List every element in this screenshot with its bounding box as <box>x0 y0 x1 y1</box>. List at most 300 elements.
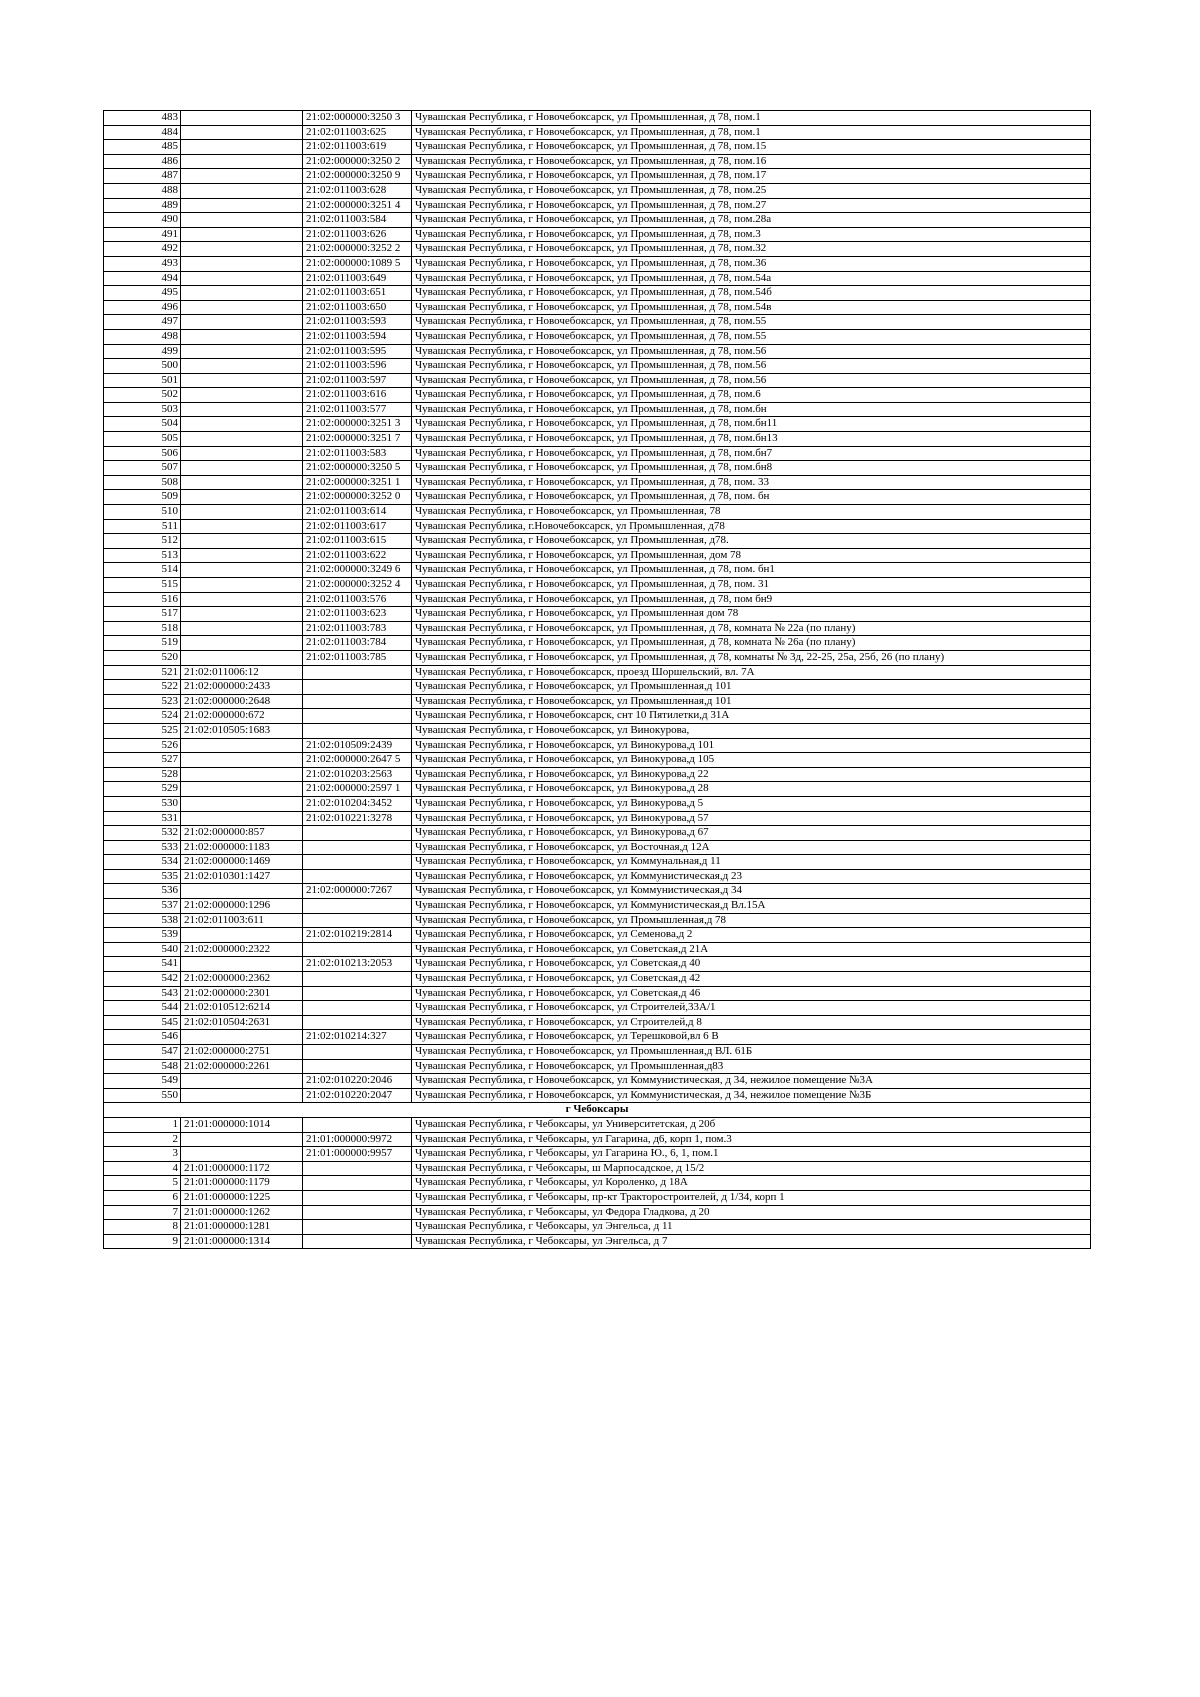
row-number-cell: 509 <box>104 490 181 505</box>
land-cadastral-cell <box>181 111 303 126</box>
table-row <box>104 359 1091 374</box>
land-cadastral-cell: 21:02:000000:2648 <box>181 694 303 709</box>
building-cadastral-cell <box>303 1059 412 1074</box>
table-row <box>104 738 1091 753</box>
building-cadastral-cell <box>303 665 412 680</box>
building-cadastral-cell: 21:02:011003:577 <box>303 402 412 417</box>
address-cell: Чувашская Республика, г Новочебоксарск, ул Промышленная, д 78, комната № 26а (по плану) <box>412 636 1091 651</box>
row-number-cell: 535 <box>104 869 181 884</box>
table-row <box>104 1074 1091 1089</box>
building-cadastral-cell <box>303 942 412 957</box>
table-row <box>104 811 1091 826</box>
row-number-cell: 527 <box>104 753 181 768</box>
row-number-cell: 513 <box>104 548 181 563</box>
land-cadastral-cell <box>181 154 303 169</box>
address-cell: Чувашская Республика, г Новочебоксарск, ул Промышленная, д 78, комната № 22а (по плану) <box>412 621 1091 636</box>
building-cadastral-cell <box>303 709 412 724</box>
row-number-cell: 488 <box>104 183 181 198</box>
address-cell: Чувашская Республика, г Новочебоксарск, ул Промышленная, д 78, пом.1 <box>412 111 1091 126</box>
address-cell: Чувашская Республика, г Новочебоксарск, ул Промышленная, 78 <box>412 505 1091 520</box>
table-row <box>104 753 1091 768</box>
land-cadastral-cell <box>181 417 303 432</box>
table-row <box>104 402 1091 417</box>
land-cadastral-cell: 21:02:010512:6214 <box>181 1001 303 1016</box>
building-cadastral-cell: 21:02:010204:3452 <box>303 796 412 811</box>
table-row <box>104 315 1091 330</box>
table-row <box>104 461 1091 476</box>
building-cadastral-cell <box>303 986 412 1001</box>
land-cadastral-cell <box>181 344 303 359</box>
row-number-cell: 550 <box>104 1088 181 1103</box>
building-cadastral-cell: 21:02:011003:619 <box>303 140 412 155</box>
row-number-cell: 529 <box>104 782 181 797</box>
table-row <box>104 607 1091 622</box>
table-row <box>104 1176 1091 1191</box>
building-cadastral-cell: 21:02:000000:3251 1 <box>303 475 412 490</box>
row-number-cell: 521 <box>104 665 181 680</box>
table-row <box>104 826 1091 841</box>
land-cadastral-cell: 21:02:000000:1469 <box>181 855 303 870</box>
land-cadastral-cell: 21:01:000000:1179 <box>181 1176 303 1191</box>
address-cell: Чувашская Республика, г Новочебоксарск, ул Винокурова,д 105 <box>412 753 1091 768</box>
land-cadastral-cell <box>181 183 303 198</box>
building-cadastral-cell: 21:02:010509:2439 <box>303 738 412 753</box>
row-number-cell: 534 <box>104 855 181 870</box>
building-cadastral-cell: 21:02:010220:2047 <box>303 1088 412 1103</box>
address-cell: Чувашская Республика, г Новочебоксарск, ул Промышленная, д78. <box>412 534 1091 549</box>
address-cell: Чувашская Республика, г Новочебоксарск, проезд Шоршельский, вл. 7А <box>412 665 1091 680</box>
land-cadastral-cell <box>181 359 303 374</box>
building-cadastral-cell: 21:02:011003:628 <box>303 183 412 198</box>
land-cadastral-cell <box>181 1088 303 1103</box>
table-row <box>104 271 1091 286</box>
land-cadastral-cell <box>181 1074 303 1089</box>
building-cadastral-cell <box>303 855 412 870</box>
building-cadastral-cell: 21:02:000000:3252 2 <box>303 242 412 257</box>
building-cadastral-cell <box>303 680 412 695</box>
building-cadastral-cell: 21:02:010203:2563 <box>303 767 412 782</box>
building-cadastral-cell: 21:02:011003:576 <box>303 592 412 607</box>
table-row <box>104 972 1091 987</box>
land-cadastral-cell <box>181 650 303 665</box>
row-number-cell: 490 <box>104 213 181 228</box>
building-cadastral-cell <box>303 1117 412 1132</box>
address-cell: Чувашская Республика, г Новочебоксарск, ул Промышленная, д 78, комнаты № 3д, 22-25, 25а, 25б, 26 (по плану) <box>412 650 1091 665</box>
address-cell: Чувашская Республика, г Новочебоксарск, ул Промышленная, д 78, пом.32 <box>412 242 1091 257</box>
address-cell: Чувашская Республика, г Новочебоксарск, ул Промышленная, д 78, пом.16 <box>412 154 1091 169</box>
land-cadastral-cell <box>181 213 303 228</box>
address-cell: Чувашская Республика, г Новочебоксарск, ул Коммунистическая,д Вл.15А <box>412 899 1091 914</box>
land-cadastral-cell <box>181 548 303 563</box>
land-cadastral-cell <box>181 519 303 534</box>
row-number-cell: 8 <box>104 1220 181 1235</box>
building-cadastral-cell: 21:02:000000:3251 7 <box>303 432 412 447</box>
table-row <box>104 183 1091 198</box>
row-number-cell: 541 <box>104 957 181 972</box>
building-cadastral-cell <box>303 1001 412 1016</box>
address-cell: Чувашская Республика, г Новочебоксарск, ул Промышленная, д 78, пом.1 <box>412 125 1091 140</box>
address-cell: Чувашская Республика, г Чебоксары, пр-кт Тракторостроителей, д 1/34, корп 1 <box>412 1190 1091 1205</box>
row-number-cell: 4 <box>104 1161 181 1176</box>
building-cadastral-cell <box>303 1015 412 1030</box>
building-cadastral-cell <box>303 913 412 928</box>
land-cadastral-cell <box>181 636 303 651</box>
table-row <box>104 986 1091 1001</box>
address-cell: Чувашская Республика, г Новочебоксарск, ул Советская,д 40 <box>412 957 1091 972</box>
land-cadastral-cell <box>181 928 303 943</box>
address-cell: Чувашская Республика, г Новочебоксарск, ул Коммунистическая,д 23 <box>412 869 1091 884</box>
building-cadastral-cell: 21:02:011003:616 <box>303 388 412 403</box>
land-cadastral-cell: 21:01:000000:1281 <box>181 1220 303 1235</box>
row-number-cell: 531 <box>104 811 181 826</box>
table-row <box>104 1161 1091 1176</box>
address-cell: Чувашская Республика, г Новочебоксарск, ул Промышленная, д 78, пом. бн1 <box>412 563 1091 578</box>
property-table <box>103 110 1091 1249</box>
land-cadastral-cell <box>181 505 303 520</box>
table-row <box>104 592 1091 607</box>
land-cadastral-cell: 21:02:011006:12 <box>181 665 303 680</box>
building-cadastral-cell: 21:02:000000:3252 4 <box>303 578 412 593</box>
address-cell: Чувашская Республика, г Новочебоксарск, ул Промышленная, д 78, пом. бн <box>412 490 1091 505</box>
row-number-cell: 525 <box>104 723 181 738</box>
building-cadastral-cell: 21:02:000000:3251 4 <box>303 198 412 213</box>
address-cell: Чувашская Республика, г Новочебоксарск, ул Коммунистическая,д 34 <box>412 884 1091 899</box>
building-cadastral-cell: 21:02:011003:615 <box>303 534 412 549</box>
table-row <box>104 475 1091 490</box>
building-cadastral-cell: 21:02:000000:3250 3 <box>303 111 412 126</box>
table-row <box>104 1088 1091 1103</box>
table-row <box>104 884 1091 899</box>
table-row <box>104 665 1091 680</box>
row-number-cell: 506 <box>104 446 181 461</box>
address-cell: Чувашская Республика, г Новочебоксарск, ул Промышленная, д 78, пом.56 <box>412 359 1091 374</box>
table-row <box>104 432 1091 447</box>
land-cadastral-cell <box>181 286 303 301</box>
building-cadastral-cell: 21:02:000000:3249 6 <box>303 563 412 578</box>
row-number-cell: 519 <box>104 636 181 651</box>
address-cell: Чувашская Республика, г Новочебоксарск, ул Винокурова,д 67 <box>412 826 1091 841</box>
building-cadastral-cell <box>303 1176 412 1191</box>
address-cell: Чувашская Республика, г Новочебоксарск, ул Винокурова,д 101 <box>412 738 1091 753</box>
address-cell: Чувашская Республика, г Новочебоксарск, ул Промышленная, д 78, пом.бн <box>412 402 1091 417</box>
table-row <box>104 519 1091 534</box>
row-number-cell: 503 <box>104 402 181 417</box>
table-row <box>104 957 1091 972</box>
building-cadastral-cell: 21:02:000000:1089 5 <box>303 256 412 271</box>
row-number-cell: 518 <box>104 621 181 636</box>
table-row <box>104 1001 1091 1016</box>
land-cadastral-cell <box>181 446 303 461</box>
address-cell: Чувашская Республика, г Новочебоксарск, ул Винокурова,д 22 <box>412 767 1091 782</box>
address-cell: Чувашская Республика, г Новочебоксарск, ул Промышленная, д 78, пом.54в <box>412 300 1091 315</box>
row-number-cell: 542 <box>104 972 181 987</box>
row-number-cell: 528 <box>104 767 181 782</box>
address-cell: Чувашская Республика, г.Новочебоксарск, ул Промышленная, д78 <box>412 519 1091 534</box>
building-cadastral-cell <box>303 723 412 738</box>
address-cell: Чувашская Республика, г Новочебоксарск, ул Промышленная, д 78, пом.36 <box>412 256 1091 271</box>
building-cadastral-cell <box>303 826 412 841</box>
row-number-cell: 487 <box>104 169 181 184</box>
table-row <box>104 256 1091 271</box>
building-cadastral-cell: 21:02:010220:2046 <box>303 1074 412 1089</box>
land-cadastral-cell <box>181 373 303 388</box>
address-cell: Чувашская Республика, г Новочебоксарск, ул Винокурова,д 57 <box>412 811 1091 826</box>
row-number-cell: 486 <box>104 154 181 169</box>
row-number-cell: 484 <box>104 125 181 140</box>
building-cadastral-cell <box>303 1220 412 1235</box>
land-cadastral-cell: 21:01:000000:1172 <box>181 1161 303 1176</box>
row-number-cell: 492 <box>104 242 181 257</box>
land-cadastral-cell <box>181 402 303 417</box>
row-number-cell: 546 <box>104 1030 181 1045</box>
address-cell: Чувашская Республика, г Новочебоксарск, ул Винокурова,д 28 <box>412 782 1091 797</box>
land-cadastral-cell <box>181 621 303 636</box>
land-cadastral-cell: 21:02:000000:672 <box>181 709 303 724</box>
address-cell: Чувашская Республика, г Новочебоксарск, снт 10 Пятилетки,д 31А <box>412 709 1091 724</box>
address-cell: Чувашская Республика, г Новочебоксарск, ул Промышленная, д 78, пом.28а <box>412 213 1091 228</box>
row-number-cell: 516 <box>104 592 181 607</box>
land-cadastral-cell: 21:02:000000:2433 <box>181 680 303 695</box>
row-number-cell: 536 <box>104 884 181 899</box>
building-cadastral-cell: 21:02:010214:327 <box>303 1030 412 1045</box>
row-number-cell: 508 <box>104 475 181 490</box>
land-cadastral-cell: 21:02:010505:1683 <box>181 723 303 738</box>
address-cell: Чувашская Республика, г Новочебоксарск, ул Промышленная,д ВЛ. 61Б <box>412 1045 1091 1060</box>
address-cell: Чувашская Республика, г Чебоксары, ул Гагарина, д6, корп 1, пом.3 <box>412 1132 1091 1147</box>
table-row <box>104 111 1091 126</box>
land-cadastral-cell <box>181 490 303 505</box>
building-cadastral-cell <box>303 1161 412 1176</box>
building-cadastral-cell <box>303 1234 412 1249</box>
building-cadastral-cell: 21:02:011003:626 <box>303 227 412 242</box>
table-row <box>104 1059 1091 1074</box>
land-cadastral-cell: 21:02:010504:2631 <box>181 1015 303 1030</box>
table-row <box>104 1205 1091 1220</box>
row-number-cell: 549 <box>104 1074 181 1089</box>
address-cell: Чувашская Республика, г Новочебоксарск, ул Советская,д 42 <box>412 972 1091 987</box>
address-cell: Чувашская Республика, г Новочебоксарск, ул Промышленная, д 78, пом бн9 <box>412 592 1091 607</box>
address-cell: Чувашская Республика, г Новочебоксарск, ул Строителей,д 8 <box>412 1015 1091 1030</box>
land-cadastral-cell: 21:02:000000:1296 <box>181 899 303 914</box>
table-row <box>104 650 1091 665</box>
address-cell: Чувашская Республика, г Новочебоксарск, ул Советская,д 46 <box>412 986 1091 1001</box>
row-number-cell: 9 <box>104 1234 181 1249</box>
row-number-cell: 3 <box>104 1147 181 1162</box>
land-cadastral-cell: 21:02:000000:857 <box>181 826 303 841</box>
address-cell: Чувашская Республика, г Новочебоксарск, ул Промышленная,д 78 <box>412 913 1091 928</box>
land-cadastral-cell <box>181 1030 303 1045</box>
land-cadastral-cell <box>181 315 303 330</box>
address-cell: Чувашская Республика, г Чебоксары, ул Энгельса, д 11 <box>412 1220 1091 1235</box>
table-row <box>104 169 1091 184</box>
table-row <box>104 242 1091 257</box>
land-cadastral-cell <box>181 169 303 184</box>
address-cell: Чувашская Республика, г Новочебоксарск, ул Винокурова, <box>412 723 1091 738</box>
building-cadastral-cell <box>303 899 412 914</box>
table-row <box>104 198 1091 213</box>
table-row <box>104 1030 1091 1045</box>
table-row <box>104 1015 1091 1030</box>
building-cadastral-cell: 21:02:000000:3250 9 <box>303 169 412 184</box>
row-number-cell: 547 <box>104 1045 181 1060</box>
table-row <box>104 1220 1091 1235</box>
address-cell: Чувашская Республика, г Новочебоксарск, ул Промышленная,д83 <box>412 1059 1091 1074</box>
table-row <box>104 723 1091 738</box>
building-cadastral-cell: 21:02:011003:625 <box>303 125 412 140</box>
row-number-cell: 499 <box>104 344 181 359</box>
table-row <box>104 373 1091 388</box>
land-cadastral-cell: 21:02:000000:2362 <box>181 972 303 987</box>
row-number-cell: 502 <box>104 388 181 403</box>
table-row <box>104 1147 1091 1162</box>
address-cell: Чувашская Республика, г Новочебоксарск, ул Винокурова,д 5 <box>412 796 1091 811</box>
land-cadastral-cell: 21:02:000000:2751 <box>181 1045 303 1060</box>
building-cadastral-cell: 21:02:010219:2814 <box>303 928 412 943</box>
building-cadastral-cell <box>303 694 412 709</box>
table-row <box>104 563 1091 578</box>
row-number-cell: 493 <box>104 256 181 271</box>
building-cadastral-cell <box>303 972 412 987</box>
row-number-cell: 504 <box>104 417 181 432</box>
row-number-cell: 538 <box>104 913 181 928</box>
row-number-cell: 533 <box>104 840 181 855</box>
building-cadastral-cell: 21:02:000000:7267 <box>303 884 412 899</box>
table-row <box>104 636 1091 651</box>
address-cell: Чувашская Республика, г Новочебоксарск, ул Промышленная, дом 78 <box>412 548 1091 563</box>
row-number-cell: 489 <box>104 198 181 213</box>
row-number-cell: 491 <box>104 227 181 242</box>
land-cadastral-cell <box>181 592 303 607</box>
table-row <box>104 154 1091 169</box>
land-cadastral-cell <box>181 125 303 140</box>
address-cell: Чувашская Республика, г Новочебоксарск, ул Промышленная, д 78, пом.6 <box>412 388 1091 403</box>
row-number-cell: 520 <box>104 650 181 665</box>
building-cadastral-cell: 21:02:011003:649 <box>303 271 412 286</box>
land-cadastral-cell <box>181 753 303 768</box>
land-cadastral-cell <box>181 563 303 578</box>
address-cell: Чувашская Республика, г Новочебоксарск, ул Промышленная, д 78, пом.54а <box>412 271 1091 286</box>
row-number-cell: 532 <box>104 826 181 841</box>
building-cadastral-cell: 21:02:011003:623 <box>303 607 412 622</box>
table-row <box>104 709 1091 724</box>
address-cell: Чувашская Республика, г Чебоксары, ул Федора Гладкова, д 20 <box>412 1205 1091 1220</box>
land-cadastral-cell <box>181 957 303 972</box>
row-number-cell: 514 <box>104 563 181 578</box>
address-cell: Чувашская Республика, г Новочебоксарск, ул Терешковой,вл 6 В <box>412 1030 1091 1045</box>
building-cadastral-cell: 21:02:011003:583 <box>303 446 412 461</box>
building-cadastral-cell: 21:02:010213:2053 <box>303 957 412 972</box>
table-row <box>104 417 1091 432</box>
building-cadastral-cell <box>303 869 412 884</box>
table-row <box>104 899 1091 914</box>
row-number-cell: 1 <box>104 1117 181 1132</box>
address-cell: Чувашская Республика, г Чебоксары, ул Энгельса, д 7 <box>412 1234 1091 1249</box>
building-cadastral-cell: 21:02:010221:3278 <box>303 811 412 826</box>
land-cadastral-cell <box>181 329 303 344</box>
address-cell: Чувашская Республика, г Новочебоксарск, ул Советская,д 21А <box>412 942 1091 957</box>
row-number-cell: 501 <box>104 373 181 388</box>
building-cadastral-cell: 21:02:011003:597 <box>303 373 412 388</box>
building-cadastral-cell: 21:02:000000:3252 0 <box>303 490 412 505</box>
building-cadastral-cell: 21:02:011003:784 <box>303 636 412 651</box>
table-row <box>104 855 1091 870</box>
land-cadastral-cell <box>181 256 303 271</box>
row-number-cell: 500 <box>104 359 181 374</box>
building-cadastral-cell: 21:02:011003:783 <box>303 621 412 636</box>
row-number-cell: 5 <box>104 1176 181 1191</box>
building-cadastral-cell: 21:02:011003:594 <box>303 329 412 344</box>
table-row <box>104 505 1091 520</box>
table-row <box>104 621 1091 636</box>
building-cadastral-cell: 21:02:000000:3250 5 <box>303 461 412 476</box>
row-number-cell: 7 <box>104 1205 181 1220</box>
row-number-cell: 548 <box>104 1059 181 1074</box>
land-cadastral-cell <box>181 578 303 593</box>
row-number-cell: 522 <box>104 680 181 695</box>
row-number-cell: 485 <box>104 140 181 155</box>
address-cell: Чувашская Республика, г Новочебоксарск, ул Промышленная, д 78, пом.бн7 <box>412 446 1091 461</box>
table-row <box>104 680 1091 695</box>
address-cell: Чувашская Республика, г Чебоксары, ул Гагарина Ю., 6, 1, пом.1 <box>412 1147 1091 1162</box>
land-cadastral-cell <box>181 242 303 257</box>
land-cadastral-cell <box>181 461 303 476</box>
address-cell: Чувашская Республика, г Новочебоксарск, ул Промышленная, д 78, пом.27 <box>412 198 1091 213</box>
table-row <box>104 1045 1091 1060</box>
table-row <box>104 286 1091 301</box>
row-number-cell: 523 <box>104 694 181 709</box>
land-cadastral-cell: 21:01:000000:1262 <box>181 1205 303 1220</box>
address-cell: Чувашская Республика, г Новочебоксарск, ул Промышленная, д 78, пом.17 <box>412 169 1091 184</box>
land-cadastral-cell <box>181 811 303 826</box>
building-cadastral-cell: 21:02:011003:593 <box>303 315 412 330</box>
table-row <box>104 1190 1091 1205</box>
row-number-cell: 540 <box>104 942 181 957</box>
building-cadastral-cell: 21:02:011003:584 <box>303 213 412 228</box>
address-cell: Чувашская Республика, г Новочебоксарск, ул Коммунистическая, д 34, нежилое помещение №3Б <box>412 1088 1091 1103</box>
row-number-cell: 495 <box>104 286 181 301</box>
table-row <box>104 767 1091 782</box>
building-cadastral-cell <box>303 1190 412 1205</box>
table-row <box>104 490 1091 505</box>
land-cadastral-cell: 21:02:000000:2301 <box>181 986 303 1001</box>
address-cell: Чувашская Республика, г Чебоксары, ш Марпосадское, д 15/2 <box>412 1161 1091 1176</box>
address-cell: Чувашская Республика, г Новочебоксарск, ул Промышленная, д 78, пом.56 <box>412 344 1091 359</box>
land-cadastral-cell <box>181 782 303 797</box>
address-cell: Чувашская Республика, г Новочебоксарск, ул Промышленная,д 101 <box>412 680 1091 695</box>
land-cadastral-cell <box>181 607 303 622</box>
address-cell: Чувашская Республика, г Новочебоксарск, ул Промышленная, д 78, пом. 31 <box>412 578 1091 593</box>
building-cadastral-cell: 21:02:011003:614 <box>303 505 412 520</box>
land-cadastral-cell <box>181 796 303 811</box>
land-cadastral-cell: 21:02:000000:2322 <box>181 942 303 957</box>
land-cadastral-cell: 21:02:010301:1427 <box>181 869 303 884</box>
land-cadastral-cell <box>181 198 303 213</box>
row-number-cell: 511 <box>104 519 181 534</box>
address-cell: Чувашская Республика, г Новочебоксарск, ул Промышленная, д 78, пом.бн11 <box>412 417 1091 432</box>
table-body-cheboksary <box>104 1117 1091 1248</box>
table-row <box>104 140 1091 155</box>
land-cadastral-cell <box>181 300 303 315</box>
table-row <box>104 125 1091 140</box>
land-cadastral-cell <box>181 271 303 286</box>
building-cadastral-cell: 21:02:000000:3251 3 <box>303 417 412 432</box>
table-row <box>104 534 1091 549</box>
row-number-cell: 510 <box>104 505 181 520</box>
building-cadastral-cell: 21:02:011003:651 <box>303 286 412 301</box>
row-number-cell: 2 <box>104 1132 181 1147</box>
table-row <box>104 694 1091 709</box>
address-cell: Чувашская Республика, г Новочебоксарск, ул Промышленная, д 78, пом.56 <box>412 373 1091 388</box>
